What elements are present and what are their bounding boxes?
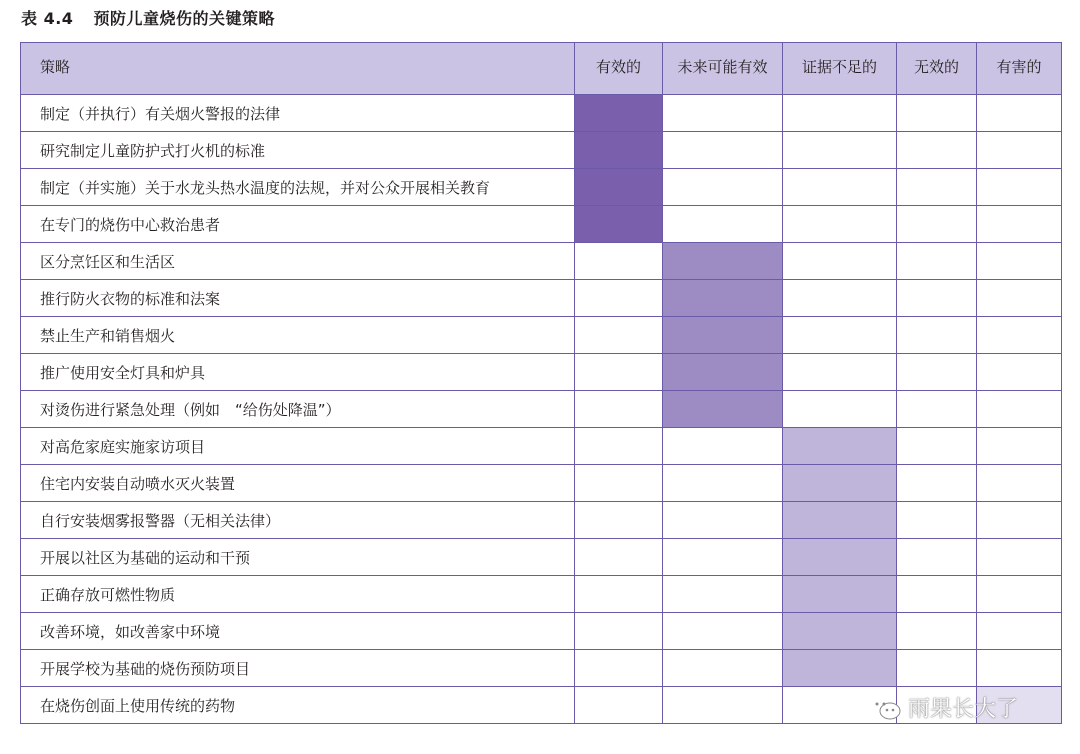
rating-cell-promising (663, 539, 783, 576)
rating-cell-ineffective (897, 132, 977, 169)
rating-cell-promising (663, 132, 783, 169)
strategy-cell: 禁止生产和销售烟火 (21, 317, 575, 354)
rating-cell-insufficient-marked (783, 465, 897, 502)
rating-cell-effective (575, 391, 663, 428)
rating-cell-ineffective (897, 428, 977, 465)
rating-cell-promising (663, 169, 783, 206)
rating-cell-insufficient (783, 206, 897, 243)
rating-cell-promising (663, 502, 783, 539)
rating-cell-promising (663, 206, 783, 243)
strategy-cell: 住宅内安装自动喷水灭火装置 (21, 465, 575, 502)
rating-cell-effective (575, 650, 663, 687)
rating-cell-insufficient (783, 169, 897, 206)
strategy-cell: 在专门的烧伤中心救治患者 (21, 206, 575, 243)
rating-cell-harmful (977, 280, 1062, 317)
rating-cell-effective (575, 576, 663, 613)
rating-cell-effective (575, 539, 663, 576)
rating-cell-effective (575, 317, 663, 354)
rating-cell-effective (575, 465, 663, 502)
rating-cell-ineffective (897, 613, 977, 650)
rating-cell-harmful (977, 428, 1062, 465)
strategy-cell: 改善环境，如改善家中环境 (21, 613, 575, 650)
rating-cell-insufficient (783, 391, 897, 428)
rating-cell-ineffective (897, 169, 977, 206)
table-row (21, 391, 1062, 428)
strategy-table (20, 42, 1062, 724)
rating-cell-insufficient (783, 354, 897, 391)
rating-cell-promising (663, 613, 783, 650)
table-row (21, 280, 1062, 317)
rating-cell-effective (575, 687, 663, 724)
strategy-cell: 制定（并执行）有关烟火警报的法律 (21, 95, 575, 132)
rating-cell-promising (663, 95, 783, 132)
rating-cell-effective (575, 428, 663, 465)
rating-cell-promising (663, 650, 783, 687)
rating-cell-insufficient-marked (783, 428, 897, 465)
rating-cell-ineffective (897, 650, 977, 687)
rating-cell-promising (663, 428, 783, 465)
table-row (21, 317, 1062, 354)
rating-cell-ineffective (897, 576, 977, 613)
rating-cell-harmful (977, 539, 1062, 576)
table-row (21, 613, 1062, 650)
table-row (21, 428, 1062, 465)
table-row (21, 502, 1062, 539)
rating-cell-harmful (977, 650, 1062, 687)
table-row (21, 132, 1062, 169)
rating-cell-ineffective (897, 539, 977, 576)
rating-cell-harmful (977, 576, 1062, 613)
rating-cell-ineffective (897, 280, 977, 317)
table-body (21, 95, 1062, 724)
table-row (21, 354, 1062, 391)
strategy-cell: 对高危家庭实施家访项目 (21, 428, 575, 465)
header-row (21, 43, 1062, 95)
rating-cell-harmful (977, 317, 1062, 354)
rating-cell-harmful (977, 502, 1062, 539)
strategy-cell: 制定（并实施）关于水龙头热水温度的法规，并对公众开展相关教育 (21, 169, 575, 206)
rating-cell-ineffective (897, 391, 977, 428)
rating-cell-promising-marked (663, 243, 783, 280)
table-row (21, 465, 1062, 502)
rating-cell-promising (663, 576, 783, 613)
table-row (21, 243, 1062, 280)
header-insufficient: 证据不足的 (783, 43, 897, 95)
rating-cell-ineffective (897, 243, 977, 280)
rating-cell-effective (575, 502, 663, 539)
rating-cell-insufficient-marked (783, 650, 897, 687)
rating-cell-ineffective (897, 465, 977, 502)
table-row (21, 576, 1062, 613)
rating-cell-harmful (977, 465, 1062, 502)
rating-cell-insufficient (783, 95, 897, 132)
strategy-cell: 在烧伤创面上使用传统的药物 (21, 687, 575, 724)
rating-cell-ineffective (897, 354, 977, 391)
watermark (868, 692, 1018, 723)
rating-cell-insufficient (783, 317, 897, 354)
rating-cell-ineffective (897, 206, 977, 243)
wechat-icon (868, 695, 902, 721)
table-number: 表 4.4 (21, 9, 74, 28)
strategy-cell: 自行安装烟雾报警器（无相关法律） (21, 502, 575, 539)
strategy-cell: 正确存放可燃性物质 (21, 576, 575, 613)
rating-cell-ineffective (897, 95, 977, 132)
rating-cell-harmful (977, 169, 1062, 206)
rating-cell-harmful (977, 206, 1062, 243)
rating-cell-insufficient (783, 243, 897, 280)
header-promising: 未来可能有效 (663, 43, 783, 95)
rating-cell-ineffective (897, 502, 977, 539)
rating-cell-ineffective (897, 317, 977, 354)
rating-cell-effective-marked (575, 95, 663, 132)
strategy-cell: 对烫伤进行紧急处理（例如 “给伤处降温”） (21, 391, 575, 428)
rating-cell-insufficient-marked (783, 613, 897, 650)
rating-cell-promising-marked (663, 317, 783, 354)
strategy-cell: 推行防火衣物的标准和法案 (21, 280, 575, 317)
table-row (21, 169, 1062, 206)
header-strategy: 策略 (21, 43, 575, 95)
table-row (21, 206, 1062, 243)
table-row (21, 539, 1062, 576)
table-title: 预防儿童烧伤的关键策略 (93, 9, 276, 28)
rating-cell-harmful (977, 243, 1062, 280)
table-caption (21, 6, 275, 29)
strategy-cell: 研究制定儿童防护式打火机的标准 (21, 132, 575, 169)
rating-cell-promising-marked (663, 354, 783, 391)
rating-cell-insufficient-marked (783, 502, 897, 539)
rating-cell-promising (663, 687, 783, 724)
rating-cell-insufficient (783, 132, 897, 169)
rating-cell-promising-marked (663, 391, 783, 428)
rating-cell-effective-marked (575, 206, 663, 243)
rating-cell-harmful (977, 613, 1062, 650)
header-harmful: 有害的 (977, 43, 1062, 95)
rating-cell-harmful (977, 391, 1062, 428)
table-row (21, 95, 1062, 132)
strategy-cell: 推广使用安全灯具和炉具 (21, 354, 575, 391)
rating-cell-insufficient-marked (783, 539, 897, 576)
strategy-cell: 开展学校为基础的烧伤预防项目 (21, 650, 575, 687)
rating-cell-harmful (977, 95, 1062, 132)
rating-cell-insufficient-marked (783, 576, 897, 613)
rating-cell-effective-marked (575, 132, 663, 169)
rating-cell-effective (575, 243, 663, 280)
rating-cell-effective (575, 280, 663, 317)
rating-cell-promising-marked (663, 280, 783, 317)
strategy-cell: 区分烹饪区和生活区 (21, 243, 575, 280)
rating-cell-promising (663, 465, 783, 502)
rating-cell-insufficient (783, 280, 897, 317)
rating-cell-effective (575, 354, 663, 391)
rating-cell-harmful (977, 132, 1062, 169)
rating-cell-effective (575, 613, 663, 650)
rating-cell-effective-marked (575, 169, 663, 206)
header-effective: 有效的 (575, 43, 663, 95)
header-ineffective: 无效的 (897, 43, 977, 95)
strategy-cell: 开展以社区为基础的运动和干预 (21, 539, 575, 576)
watermark-text: 雨果长大了 (908, 697, 1019, 722)
table-row (21, 650, 1062, 687)
rating-cell-harmful (977, 354, 1062, 391)
